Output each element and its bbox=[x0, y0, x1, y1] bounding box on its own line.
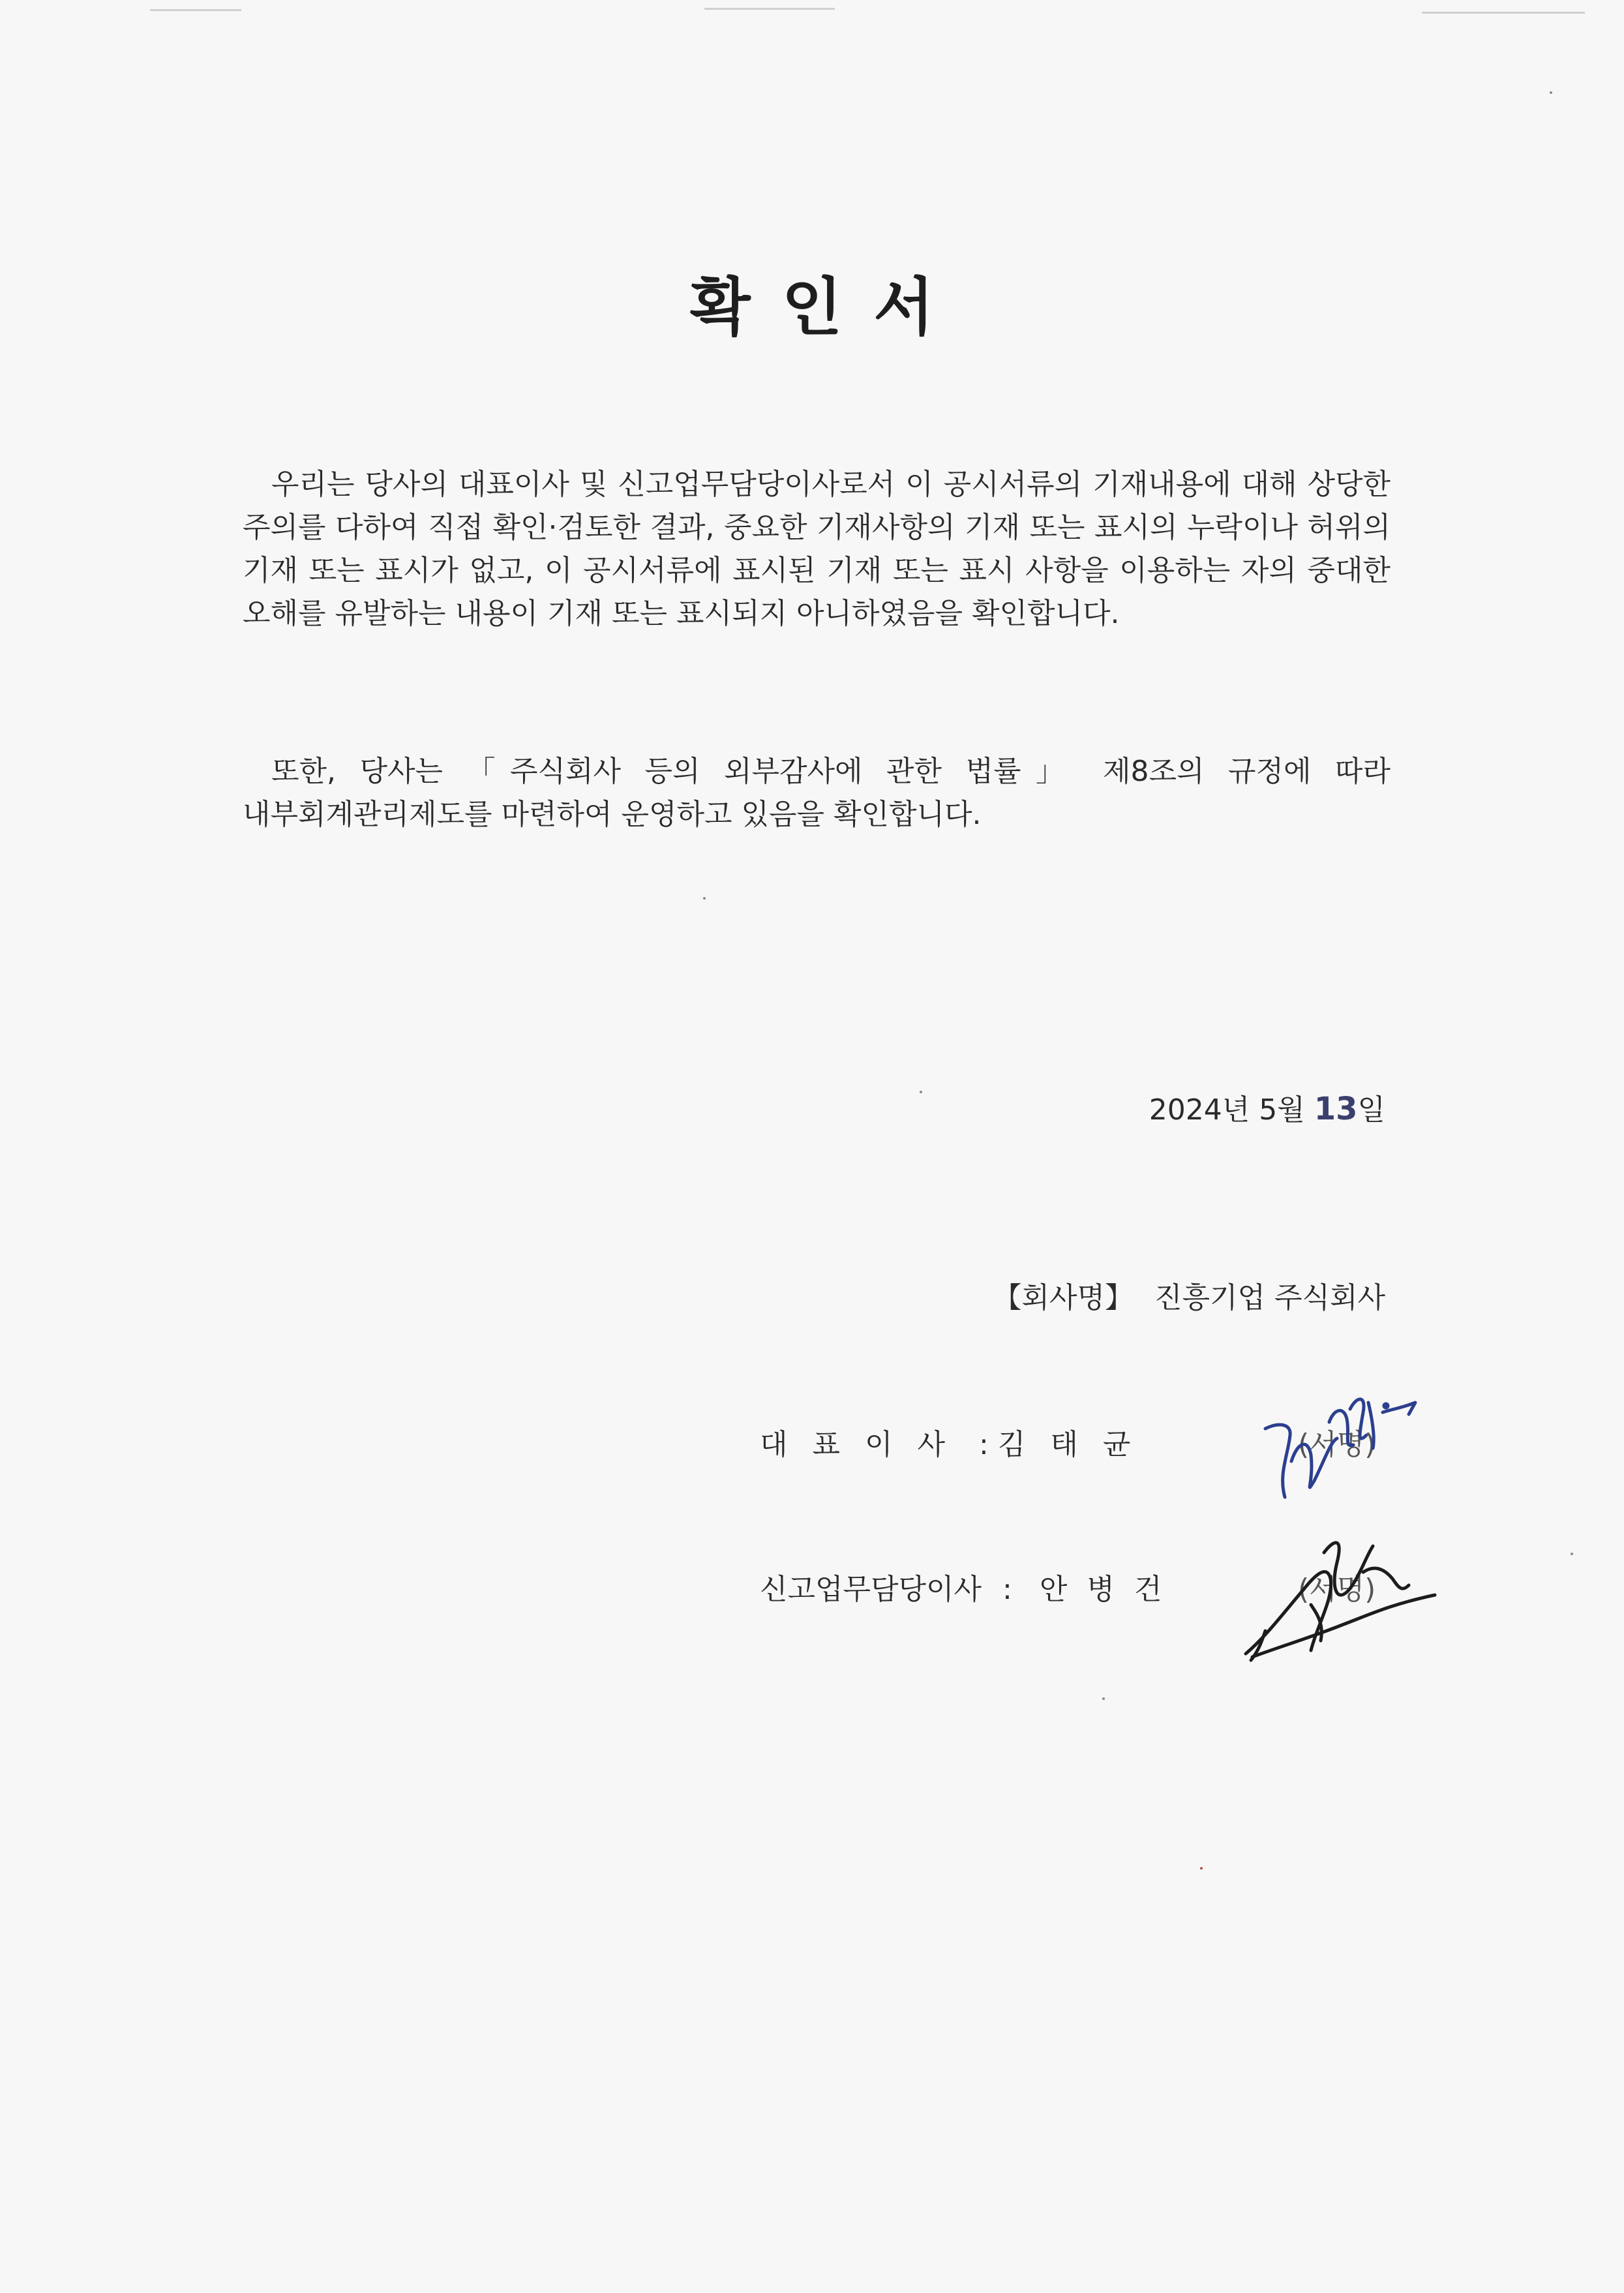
signer-ceo-separator: : bbox=[979, 1428, 989, 1461]
signer-officer-role: 신고업무담당이사 bbox=[760, 1573, 982, 1606]
officer-handwritten-signature bbox=[1239, 1526, 1454, 1677]
scan-speck bbox=[1571, 1553, 1573, 1555]
signer-ceo bbox=[760, 1425, 1155, 1465]
signer-disclosure-officer bbox=[760, 1570, 1181, 1609]
scan-speck bbox=[703, 897, 706, 900]
scan-speck bbox=[920, 1091, 922, 1093]
ceo-handwritten-signature bbox=[1252, 1383, 1422, 1513]
body-paragraph-1 bbox=[243, 463, 1391, 635]
paragraph-1-text: 우리는 당사의 대표이사 및 신고업무담당이사로서 이 공시서류의 기재내용에 대해 상당한 주의를 다하여 직접 확인·검토한 결과, 중요한 기재사항의 기재 또는 표시의 누락이나 허위의 기재 또는 표시가 없고, 이 공시서류에 표시된 기재 또는 표시 사항을 이용하는 자의 중대한 오해를 유발하는 내용이 기재 또는 표시되지 아니하였음을 확인합니다. bbox=[243, 468, 1391, 630]
document-date bbox=[1149, 1089, 1385, 1130]
scan-edge-mark bbox=[1422, 12, 1585, 14]
date-day-handwritten: 13 bbox=[1314, 1091, 1358, 1127]
company-label: 【회사명】 bbox=[993, 1281, 1134, 1314]
scan-speck bbox=[1550, 91, 1552, 94]
paragraph-2-text: 또한, 당사는 「주식회사 등의 외부감사에 관한 법률」 제8조의 규정에 따라 내부회계관리제도를 마련하여 운영하고 있음을 확인합니다. bbox=[243, 755, 1391, 831]
body-paragraph-2 bbox=[243, 750, 1391, 836]
date-year-month: 2024년 5월 bbox=[1149, 1093, 1314, 1127]
scan-speck bbox=[1102, 1697, 1105, 1700]
signer-ceo-name: 김태균 bbox=[997, 1428, 1156, 1461]
signer-ceo-role: 대표이사 bbox=[760, 1428, 970, 1461]
scan-speck bbox=[1200, 1867, 1203, 1870]
signer-officer-separator: : bbox=[1002, 1573, 1012, 1606]
scan-edge-mark bbox=[704, 8, 835, 10]
company-line bbox=[993, 1279, 1385, 1318]
signer-ceo-sign-label: (서명) bbox=[1298, 1428, 1376, 1461]
document-title: 확인서 bbox=[689, 271, 966, 344]
signer-officer-sign-label: (서명) bbox=[1298, 1573, 1376, 1606]
scan-edge-mark bbox=[150, 9, 241, 11]
signer-officer-name: 안병건 bbox=[1039, 1573, 1182, 1606]
company-name: 진흥기업 주식회사 bbox=[1154, 1281, 1385, 1314]
date-day-suffix: 일 bbox=[1357, 1093, 1385, 1127]
